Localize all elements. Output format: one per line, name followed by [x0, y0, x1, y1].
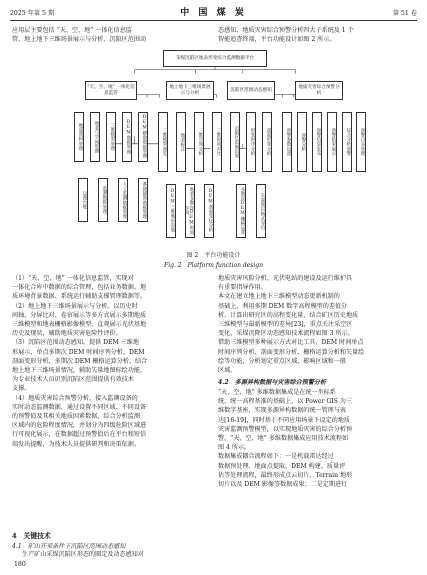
text-line: 本文在建立地上地下三维模型动态更新机制的 — [218, 293, 340, 301]
text-line: （4）地质灾害综合预警分析。接入监测设备的 — [12, 394, 138, 402]
node-warn-publish: 预警信息发布 — [312, 112, 322, 172]
text-line: 达[16-19]，同时基于不同应用场景下设定的地质 — [218, 416, 351, 424]
node-dem-data: DEM数据管理 — [122, 112, 132, 162]
text-line: 区域。 — [218, 367, 237, 375]
node-model-browse: 三维模型浏览 — [158, 112, 168, 172]
node-raster-calc: 多期次DEM栅格运算 — [236, 184, 246, 238]
text-line: 生产矿山采煤沉陷区形态的圈定及动态感知对 — [22, 551, 144, 558]
node-dem-timeseries: 地表多期次DEM时间序列 — [185, 184, 195, 238]
figure-caption-en: Fig. 2 Platform function design — [164, 262, 263, 269]
text-line: 历史及现状，辅助地质灾害危险性评价。 — [12, 330, 122, 338]
text-line: （1）“天、空、地” 一体化信息监管，实现对 — [12, 275, 134, 282]
text-line: 为专业技术人员识别沉陷区范围提供有效技术 — [12, 376, 134, 384]
text-line: 析，计算出研究区的高程变化量，结合矿区历史地质 — [218, 311, 359, 319]
text-line: 态感知、地质灾害综合预警分析四大子系统及 1 个 — [218, 27, 354, 34]
volume-label: 第 51 卷 — [392, 10, 417, 17]
text-line: 行可视化展示，在数据超过预警值后在平台和短信 — [12, 431, 147, 439]
text-line: 有重要指导作用。 — [218, 284, 267, 292]
text-line: 形展示、单点多期次 DEM 时间序列分析、DEM — [12, 348, 145, 356]
text-line: 切片以及 DEM 影像等数据成果；二是定期进行 — [218, 481, 348, 489]
text-line: 支撑。 — [12, 385, 31, 393]
text-line: 三维模型与最新模型的差异[23]，重点关注采空区 — [218, 321, 353, 329]
node-info-supervision: “天、空、地” 一体化信息监管 — [85, 81, 137, 100]
text-line: 绘等功能，分析划定重点区域、影响区域和一般 — [218, 357, 346, 365]
page-number: 180 — [14, 561, 26, 568]
text-line: 灾害监测预警模型，以实现地质灾害的综合分析预 — [218, 425, 353, 433]
text-line: 地上地下三维场景情况，辅助矢量地图标绘功能， — [12, 367, 147, 375]
text-line: 警。“天、空、地” 多维数据集成应用技术流程如 — [218, 435, 349, 443]
text-line: 的预警值及其相关地质因素数据，综合分析监测 — [12, 413, 140, 421]
node-warn-display: 预警结果展示 — [327, 112, 337, 172]
node-hazard-warning: 地质灾害综合预警分析 — [295, 81, 343, 100]
node-dem-aux: DEM辅助数据管理 — [138, 112, 148, 162]
node-space-analysis: 三维空间分析 — [194, 112, 204, 172]
body-left-column — [12, 274, 208, 449]
text-line: 实时动态监测数据，通过设置不同区域、不同设备 — [12, 403, 147, 411]
intro-paragraph-right — [218, 26, 416, 44]
node-surface-space: 地表与空间管理 — [90, 112, 100, 162]
node-warn-log: 预警日志管理 — [356, 112, 366, 172]
subsection-heading-2: 4.2 多源异构数据与灾害综合预警分析 — [218, 379, 327, 386]
body-left-tail — [22, 550, 208, 559]
figure-caption-cn: 图 2 平台功能设计 — [186, 252, 241, 259]
node-subsidence-sensing: 沉陷区范围动态感知 — [227, 81, 275, 100]
text-line: 借助三维模型多种展示方式对比工具、DEM 时间单点 — [218, 339, 364, 347]
body-right-column — [218, 274, 416, 375]
text-line: 图 4 所示。 — [218, 444, 251, 452]
node-profile-deform: 剖面形变分析 — [262, 112, 272, 172]
intro-paragraph-left — [12, 26, 208, 44]
text-line: 间轴、分屏比对、卷帘展示等多方式展示多期地质 — [12, 311, 147, 319]
node-warn-analysis: 预警分析 — [297, 112, 307, 172]
text-line: 质环境背景数据、系统运行辅助支撑管理数据等。 — [12, 293, 147, 301]
node-monitor-data: 监测数据管理 — [98, 178, 108, 222]
text-line: 基础上，利用多期 DEM 数字高程模型的差值分 — [218, 302, 348, 310]
node-deform-series: 形变时序分析 — [246, 112, 256, 172]
node-map-ledger: 以图台账 — [78, 178, 88, 222]
text-line: 数据预处理、地面点提取、DEM 构建、质量评 — [218, 462, 346, 470]
body-right-column-2 — [218, 388, 416, 489]
section-heading: 4 关键技术 — [12, 532, 51, 540]
text-line: 智能追查终端，平台功能设计如图 2 所示。 — [218, 36, 336, 44]
node-vector-export: 矢量图层格式导出 — [256, 184, 266, 238]
text-line: 管、地上地下三维场景展示与分析、沉陷区范围动 — [12, 36, 147, 44]
text-line: 应用层主要包括 “天、空、地” 一体化信息监 — [12, 27, 132, 34]
journal-title: 中 国 煤 炭 — [180, 8, 247, 18]
header-rule — [10, 20, 417, 21]
node-3d-model-mgmt: 三维模型管理 — [106, 112, 116, 162]
text-line: （3）沉陷区范围动态感知。提供 DEM 三维地 — [12, 339, 139, 347]
node-dem-profile: DEM剖面变化分析 — [204, 184, 214, 238]
text-line: 端发出提醒，为技术人员提供研判和决策依据。 — [12, 440, 140, 448]
text-line: 时间序列分析、剖面变形分析、栅格运算分析和矢量绘 — [218, 348, 365, 356]
diagram-root-node: 采煤沉陷区地表形变综合监测数据平台 — [163, 50, 267, 67]
text-line: 数据集成耦合流程如下：一是机载雷达经过 — [218, 453, 334, 461]
text-line: 变化，采煤沉降区动态感知技术流程如图 3 所示。 — [218, 330, 354, 338]
text-line: 维数字基座，实现多源异构数据的统一管理与表 — [218, 407, 346, 415]
text-line: 估等处理流程，最终形成点云切片、Terrain 地形 — [218, 471, 353, 479]
node-time-compare: 三维时间对比 — [212, 112, 222, 172]
text-line: （2）地上地下三维场景展示与分析。以历史时 — [12, 302, 138, 310]
node-geo-data: 地质资料管理 — [74, 112, 84, 162]
text-line: 区域内的危险程度情况，并划分为四级危险区域进 — [12, 422, 147, 430]
running-header — [0, 0, 427, 22]
text-line: “天、空、地” 多维数据集成是在统一坐标系 — [218, 389, 336, 396]
node-3d-scene: 地上地下三维场景展示与分析 — [166, 81, 214, 100]
text-line: 剖面变形分析、多期次 DEM 栅格运算分析，结合 — [12, 357, 148, 365]
function-diagram — [55, 48, 375, 246]
node-dem-terrain: DEM三维地形渲染 — [166, 184, 176, 238]
node-warn-params: 预警参数设置 — [282, 112, 292, 172]
node-comprehensive: 综合分析预警 — [342, 112, 352, 172]
node-range-identify: 沉陷区范围识别 — [230, 112, 240, 172]
text-line: 地质灾害风险分析、光伏电站的建设及运行维护具 — [218, 275, 353, 282]
subsection-heading: 4.1 矿山开采条件下沉陷区范围动态感知 — [12, 543, 126, 550]
node-manual-monitor: 人工监测数据管理 — [118, 178, 128, 222]
node-system-aux: 系统辅助数据管理 — [138, 178, 148, 222]
text-line: 统、统一高程基准的基础上，以 Power GIS 为三 — [218, 398, 353, 406]
issue-label: 2025 年第 5 期 — [10, 10, 55, 17]
text-line: 三维模型和地表栅格影像模型，直观展示光伏基地 — [12, 321, 147, 329]
text-line: 一体化合库中数据的综合管理，包括业务数据、地 — [12, 284, 147, 292]
node-surface-label: 地表标注 — [176, 112, 186, 172]
